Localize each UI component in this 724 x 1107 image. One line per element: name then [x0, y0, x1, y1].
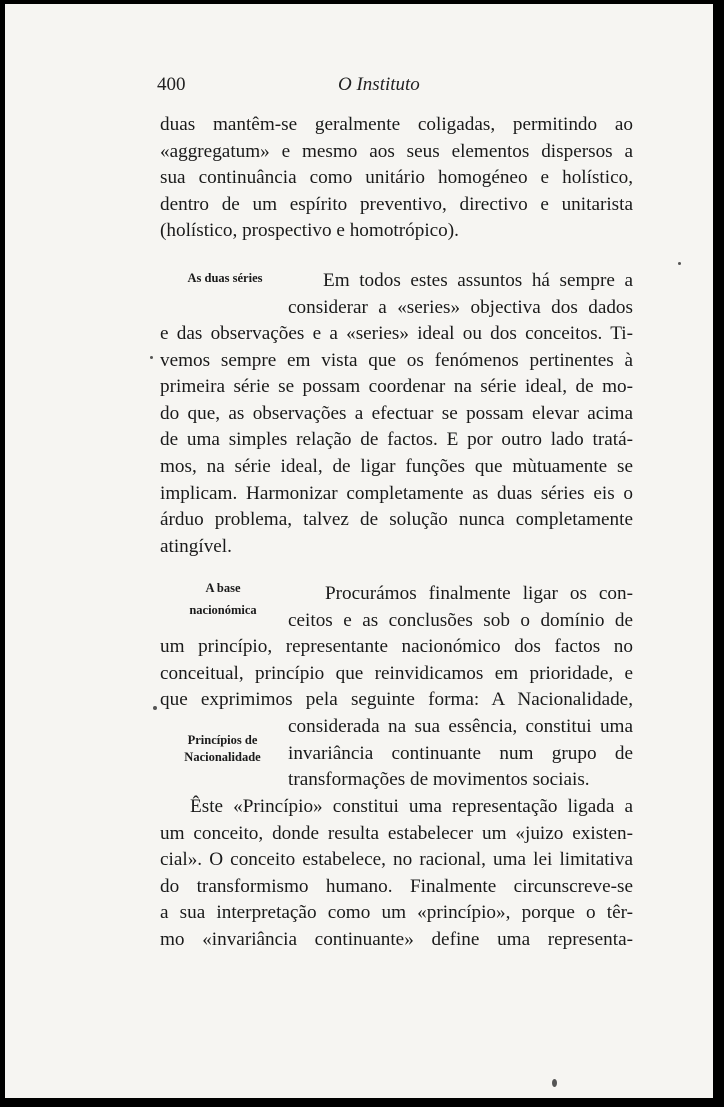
margin-note-line: nacionómica [189, 603, 257, 617]
margin-note-base [163, 580, 283, 619]
scan-speck [552, 1079, 557, 1087]
paragraph-3-lead [288, 581, 633, 634]
margin-note-principios [165, 732, 280, 766]
margin-note-line: Princípios de [187, 733, 258, 747]
text-line: vemos sempre em vista que os fenómenos pertinentes à [160, 349, 633, 371]
text-line: mo «invariância continuante» define uma representa- [160, 928, 633, 950]
page-number: 400 [157, 74, 186, 95]
paragraph-4 [160, 794, 633, 954]
text-line: duas mantêm-se geralmente coligadas, permitindo ao [160, 114, 633, 135]
text-line: transformações de movimentos sociais. [288, 769, 590, 791]
scan-speck [153, 706, 157, 710]
text-line: conceitual, princípio que reinvidicamos em prioridade, e [160, 662, 633, 684]
paragraph-2-lead [288, 268, 633, 321]
text-line: «aggregatum» e mesmo aos seus elementos dispersos a [160, 140, 633, 162]
page [5, 4, 713, 1098]
text-line: árduo problema, talvez de solução nunca completamente [160, 509, 633, 531]
text-line: e das observações e a «series» ideal ou dos conceitos. Ti- [160, 323, 633, 344]
text-line: considerar a «series» objectiva dos dados [288, 296, 633, 318]
scan-speck [150, 356, 153, 359]
text-line: de uma simples relação de factos. E por outro lado tratá- [160, 429, 633, 451]
text-line: Procurámos finalmente ligar os con- [325, 583, 633, 604]
paragraph-3-end [288, 714, 633, 794]
text-line: dentro de um espírito preventivo, directivo e unitarista [160, 193, 633, 215]
margin-note-line: As duas séries [187, 271, 263, 285]
paragraph-2 [160, 321, 633, 560]
text-line: ceitos e as conclusões sob o domínio de [288, 609, 633, 631]
text-line: do que, as observações a efectuar se possam elevar acima [160, 402, 633, 424]
text-line: considerada na sua essência, constitui uma [288, 716, 633, 737]
text-line: um princípio, representante nacionómico dos factos no [160, 636, 633, 657]
text-line: a sua interpretação como um «princípio», porque o têr- [160, 902, 633, 924]
text-line: cial». O conceito estabelece, no racional, uma lei limitativa [160, 849, 633, 871]
text-line: (holístico, prospectivo e homotrópico). [160, 220, 459, 242]
page-header [5, 74, 713, 98]
text-line: Êste «Princípio» constitui uma representação ligada a [190, 796, 633, 817]
text-line: invariância continuante num grupo de [288, 742, 633, 764]
text-line: mos, na série ideal, de ligar funções que mùtuamente se [160, 455, 633, 477]
text-line: sua continuância como unitário homogéneo e holístico, [160, 167, 633, 189]
text-line: um conceito, donde resulta estabelecer um «juizo existen- [160, 822, 633, 844]
margin-note-series [170, 270, 280, 287]
text-line: que exprimimos pela seguinte forma: A Nacionalidade, [160, 689, 633, 711]
running-title: O Instituto [338, 74, 420, 95]
text-line: implicam. Harmonizar completamente as duas séries eis o [160, 482, 633, 504]
paragraph-1 [160, 112, 633, 245]
margin-note-line: Nacionalidade [184, 750, 261, 764]
text-line: Em todos estes assuntos há sempre a [323, 270, 633, 291]
paragraph-3 [160, 634, 633, 714]
text-line: atingível. [160, 535, 232, 557]
margin-note-line: A base [205, 581, 241, 595]
text-line: do transformismo humano. Finalmente circunscreve-se [160, 875, 633, 897]
scan-speck [678, 262, 681, 265]
text-line: primeira série se possam coordenar na série ideal, de mo- [160, 376, 633, 398]
